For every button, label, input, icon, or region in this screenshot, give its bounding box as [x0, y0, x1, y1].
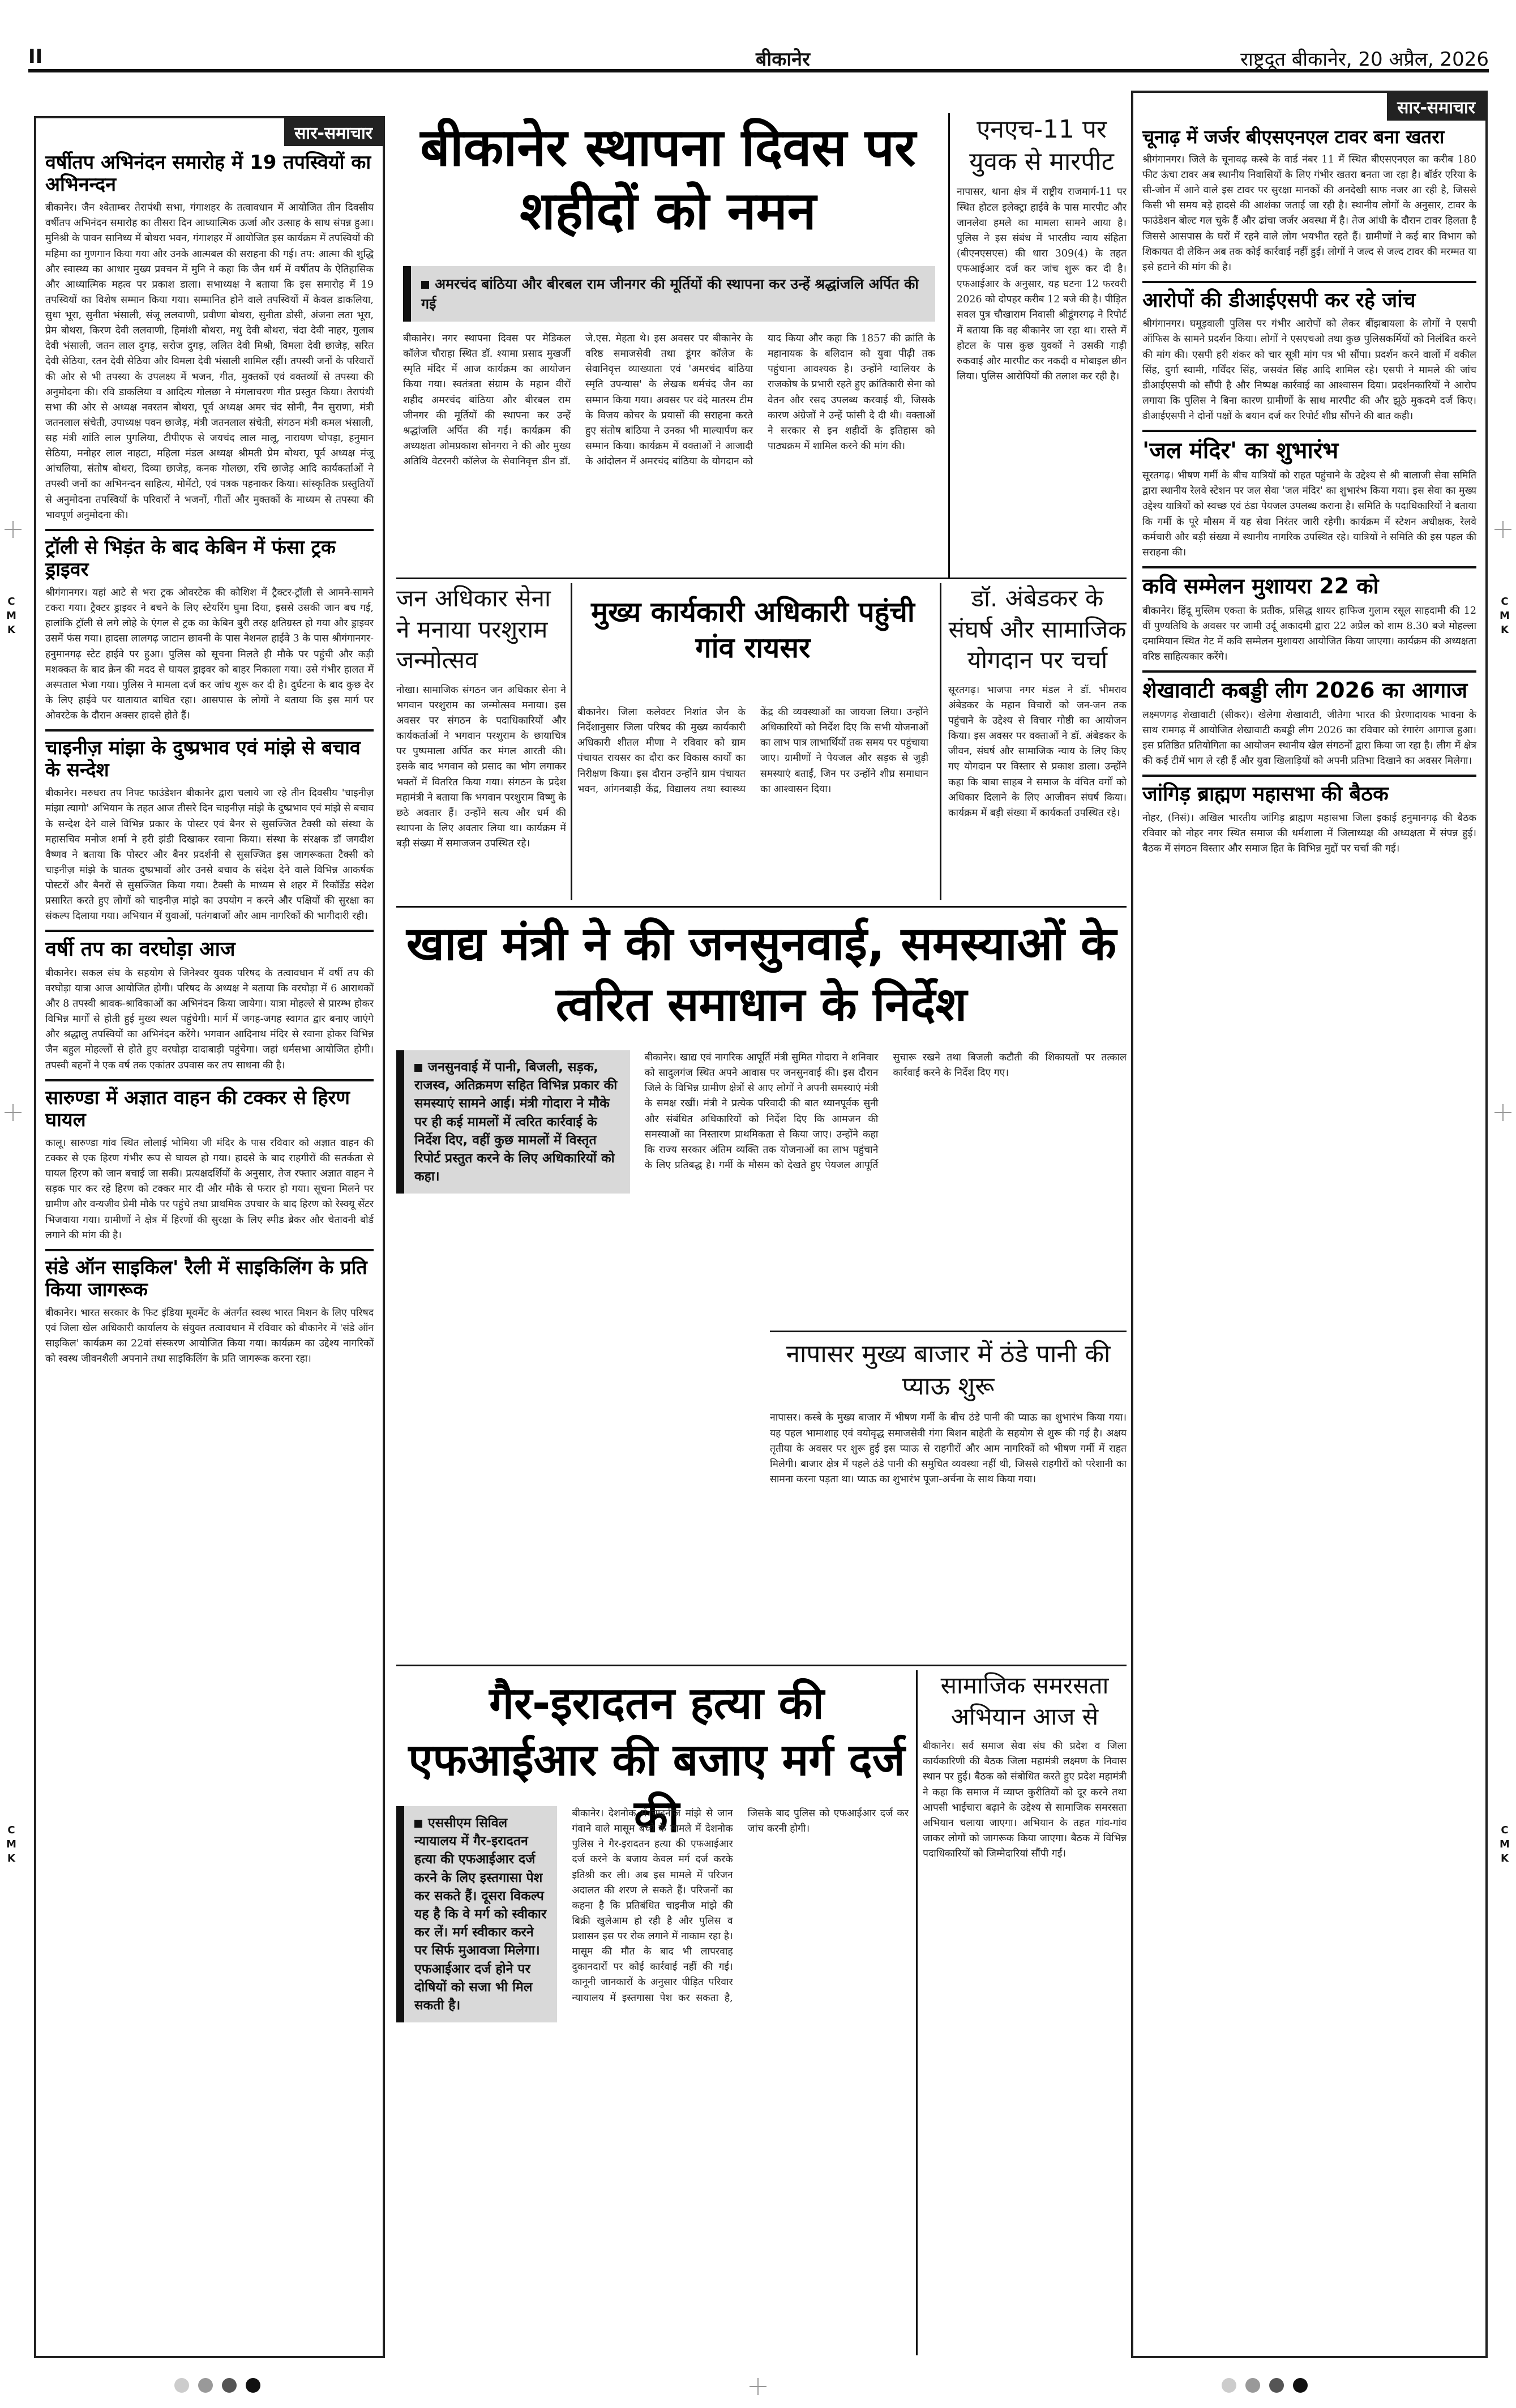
story-headline: 'जल मंदिर' का शुभारंभ: [1142, 438, 1339, 464]
story-body: बीकानेर। देशनोक में चाइनीज मांझे से जान गंवाने वाले मासूम बच्चे के मामले में देशनोक पुलिस ने गैर-इरादतन हत्या की एफआईआर दर्ज करने के बजाय केवल मर्ग दर्ज करके इतिश्री कर ली। अब इस मामले में परिजन अदालत की शरण ले सकते हैं। परिजनों का कहना है कि प्रतिबंधित चाइनीज मांझे की बिक्री खुलेआम हो रही है और पुलिस व प्रशासन इस पर रोक लगाने में नाकाम रहा है। मासूम की मौत के बाद भी लापरवाह दुकानदारों पर कोई कार्रवाई नहीं की गई। कानूनी जानकारों के अनुसार पीड़ित परिवार न्यायालय में इस्तगासा पेश कर सकता है, जिसके बाद पुलिस को एफआईआर दर्ज कर जांच करनी होगी।: [572, 1808, 909, 2004]
registration-mark: [5, 1104, 22, 1121]
story-headline: सारुण्डा में अज्ञात वाहन की टक्कर से हिरण घायल: [45, 1086, 350, 1131]
story-headline: शेखावाटी कबड्डी लीग 2026 का आगाज: [1142, 678, 1468, 703]
story-body: बीकानेर। हिंदू मुस्लिम एकता के प्रतीक, प्रसिद्ध शायर हाफिज गुलाम रसूल साहदामी की 12 वीं पुण्यतिथि के अवसर पर जामी उर्दू अकादमी द्वारा 22 अप्रैल को शाम 8.30 बजे मोहल्ला दमामियान स्थित गेट में कवि सम्मेलन मुशायरा आयोजित किया जाएगा। कार्यक्रम की अध्यक्षता वरिष्ठ साहित्यकार करेंगे।: [1142, 605, 1476, 663]
story-headline: नापासर मुख्य बाजार में ठंडे पानी की प्याऊ शुरू: [786, 1340, 1111, 1401]
ambedkar-story: [948, 583, 1127, 900]
color-dot: [174, 2378, 189, 2393]
divider: [396, 1665, 1127, 1666]
section-tag: सार-समाचार: [284, 118, 383, 146]
story-body: सूरतगढ़। भीषण गर्मी के बीच यात्रियों को राहत पहुंचाने के उद्देश्य से श्री बालाजी सेवा समिति द्वारा स्थानीय रेलवे स्टेशन पर जल सेवा 'जल मंदिर' का शुभारंभ किया गया। इस सेवा का मुख्य उद्देश्य यात्रियों को स्वच्छ एवं ठंडा पेयजल उपलब्ध कराना है। समिति के पदाधिकारियों ने बताया कि गर्मी के पूरे मौसम में यह सेवा निरंतर जारी रहेगी। कार्यक्रम में स्टेशन अधीक्षक, रेलवे कर्मचारी और बड़ी संख्या में स्थानीय नागरिक उपस्थित रहे। यात्रियों ने समिति की इस पहल की सराहना की।: [1142, 470, 1476, 558]
story-body: बीकानेर। जिला कलेक्टर निशांत जैन के निर्देशानुसार जिला परिषद की मुख्य कार्यकारी अधिकारी शीतल मीणा ने रविवार को ग्राम पंचायत रायसर का दौरा कर विकास कार्यों का निरीक्षण किया। इस दौरान उन्होंने ग्राम पंचायत भवन, आंगनबाड़ी केंद्र, विद्यालय तथा स्वास्थ्य केंद्र की व्यवस्थाओं का जायजा लिया। उन्होंने अधिकारियों को निर्देश दिए कि सभी योजनाओं का लाभ पात्र लाभार्थियों तक समय पर पहुंचाया जाए। ग्रामीणों ने पेयजल और सड़क से जुड़ी समस्याएं बताईं, जिन पर उन्होंने शीघ्र समाधान का आश्वासन दिया।: [577, 707, 928, 795]
story-body: बीकानेर। भारत सरकार के फिट इंडिया मूवमेंट के अंतर्गत स्वस्थ भारत मिशन के लिए परिषद एवं जिला खेल अधिकारी कार्यालय के संयुक्त तत्वावधान में रविवार को बीकानेर में 'संडे ऑन साइकिल' कार्यक्रम का 22वां संस्करण आयोजित किया गया। कार्यक्रम का उद्देश्य नागरिकों को स्वस्थ जीवनशैली अपनाने तथा साइकिलिंग के प्रति जागरूक करना रहा।: [45, 1307, 374, 1365]
color-dot: [1245, 2378, 1260, 2393]
story-headline: संडे ऑन साइकिल' रैली में साइकिलिंग के प्रति किया जागरूक: [45, 1256, 367, 1301]
story-headline: आरोपों की डीआईएसपी कर रहे जांच: [1142, 288, 1416, 312]
story-headline: मुख्य कार्यकारी अधिकारी पहुंची गांव रायसर: [591, 596, 915, 664]
divider: [1142, 566, 1476, 568]
minister-story-body: [396, 1050, 1127, 1345]
color-bar-left: [170, 2378, 265, 2395]
story-body: नापासर। कस्बे के मुख्य बाजार में भीषण गर्मी के बीच ठंडे पानी की प्याऊ का शुभारंभ किया गया। यह पहल भामाशाह एवं वयोवृद्ध समाजसेवी गंगा बिशन बाहेती के सहयोग से शुरू की गई है। अक्षय तृतीया के अवसर पर शुरू हुई इस प्याऊ से राहगीरों और आम नागरिकों को भीषण गर्मी में राहत मिलेगी। बाजार क्षेत्र में पहले ठंडे पानी की समुचित व्यवस्था नहीं थी, जिससे राहगीरों को परेशानी का सामना करना पड़ता था। प्याऊ का शुभारंभ पूजा-अर्चना के साथ किया गया।: [770, 1412, 1127, 1485]
divider: [571, 583, 572, 900]
divider: [396, 906, 1127, 908]
divider: [45, 729, 374, 732]
divider: [916, 1670, 918, 2355]
story-body: बीकानेर। मरुधरा तप निफ्ट फाउंडेशन बीकानेर द्वारा चलाये जा रहे तीन दिवसीय 'चाइनीज़ मांझा त्यागो' अभियान के तहत आज तीसरे दिन चाइनीज़ मांझे के दुष्प्रभाव एवं मांझे से बचाव के सन्देश देने वाले विभिन्न प्रकार के पोस्टर एवं बैनर से सुसज्जित टैक्सी को संस्था के महासचिव मनोज शर्मा ने हरी झंडी दिखाकर रवाना किया। संस्था के संरक्षक डॉ जगदीश वैष्णव ने बताया कि पोस्टर और बैनर प्रदर्शनी से सुसज्जित इस जागरूकता टैक्सी को चाइनीज़ मांझे के घातक दुष्प्रभावों और उनसे बचाव के संदेश देने वाले विभिन्न आकर्षक पोस्टरों और बैनरों से सुसज्जित किया गया। टैक्सी के माध्यम से शहर में रिकॉर्डेड संदेश प्रसारित करते हुए लोगों को चाइनीज़ मांझे का उपयोग न करने और पक्षियों की सुरक्षा का संकल्प दिलाया गया। अभियान में युवाओं, पतंगबाजों और आम नागरिकों की भागीदारी रही।: [45, 788, 374, 922]
bullet-icon: [421, 281, 429, 289]
divider: [948, 113, 950, 578]
story-headline: वर्षीतप अभिनंदन समारोह में 19 तपस्वियों का अभिनन्दन: [45, 151, 371, 196]
page-header: [28, 44, 1489, 72]
story-body: श्रीगंगानगर। जिले के चूनावढ़ कस्बे के वार्ड नंबर 11 में स्थित बीएसएनएल का करीब 180 फीट ऊंचा टावर अब स्थानीय निवासियों के लिए गंभीर खतरा बनता जा रहा है। बॉर्डर एरिया के सी-जोन में आने वाले इस टावर पर सुरक्षा मानकों की अनदेखी साफ नजर आ रही है, जिससे किसी भी समय बड़े हादसे की आशंका जताई जा रही है। स्थानीय लोगों के अनुसार, टावर के फाउंडेशन बोल्ट गल चुके हैं और ढांचा जर्जर अवस्था में है। तेज आंधी के दौरान टावर हिलता है जिससे आसपास के घरों में रहने वाले लोग भयभीत रहते हैं। ग्रामीणों ने कई बार विभाग को शिकायत दी लेकिन अब तक कोई कार्रवाई नहीं हुई। लोगों ने जल्द से जल्द टावर की मरम्मत या इसे हटाने की मांग की है।: [1142, 153, 1477, 273]
divider: [45, 1249, 374, 1251]
bullet-icon: [414, 1820, 422, 1828]
color-bar-right: [1217, 2378, 1312, 2395]
story-body: बीकानेर। खाद्य एवं नागरिक आपूर्ति मंत्री सुमित गोदारा ने शनिवार को सादुलगंज स्थित अपने आवास पर जनसुनवाई की। इस दौरान जिले के विभिन्न ग्रामीण क्षेत्रों से आए लोगों ने अपनी समस्याएं मंत्री के समक्ष रखीं। मंत्री ने प्रत्येक परिवादी की बात ध्यानपूर्वक सुनी और संबंधित अधिकारियों को निर्देश दिए कि आमजन की समस्याओं का निस्तारण प्राथमिकता से किया जाए। उन्होंने कहा कि राज्य सरकार अंतिम व्यक्ति तक योजनाओं का लाभ पहुंचाने के लिए प्रतिबद्ध है। गर्मी के मौसम को देखते हुए पेयजल आपूर्ति सुचारू रखने तथा बिजली कटौती की शिकायतों पर तत्काल कार्रवाई करने के निर्देश दिए गए।: [644, 1052, 1127, 1171]
cmk-mark: C M K: [1500, 1824, 1510, 1865]
second-headline: खाद्य मंत्री ने की जनसुनवाई, समस्याओं के त्वरित समाधान के निर्देश: [406, 917, 1116, 1032]
page-number: II: [28, 45, 43, 68]
pull-quote: जनसुनवाई में पानी, बिजली, सड़क, राजस्व, अतिक्रमण सहित विभिन्न प्रकार की समस्याएं सामने आई। मंत्री गोदारा ने मौके पर ही कई मामलों में त्वरित कार्रवाई के निर्देश दिए, वहीं कुछ मामलों में विस्तृत रिपोर्ट प्रस्तुत करने के लिए अधिकारियों को कहा।: [396, 1050, 630, 1194]
registration-mark: [1494, 521, 1511, 538]
color-dot: [246, 2378, 260, 2393]
story-headline: जांगिड़ ब्राह्मण महासभा की बैठक: [1142, 782, 1389, 806]
lead-story-body: [403, 331, 935, 569]
story-body: कालू। सारुण्डा गांव स्थित लोलाई भोमिया जी मंदिर के पास रविवार को अज्ञात वाहन की टक्कर से एक हिरण गंभीर रूप से घायल हो गया। हादसे के बाद राहगीरों की सतर्कता से घायल हिरण को जान बचाई जा सकी। प्रत्यक्षदर्शियों के अनुसार, तेज रफ्तार अज्ञात वाहन ने सड़क पार कर रहे हिरण को टक्कर मार दी और मौके से फरार हो गया। सूचना मिलने पर ग्रामीण और वन्यजीव प्रेमी मौके पर पहुंचे तथा प्राथमिक उपचार के बाद हिरण को रेस्क्यू सेंटर भिजवाया गया। ग्रामीणों ने क्षेत्र में हिरणों की सुरक्षा के लिए स्पीड ब्रेकर और चेतावनी बोर्ड लगाने की मांग की है।: [45, 1137, 374, 1241]
story-headline: चाइनीज़ मांझा के दुष्प्रभाव एवं मांझे से बचाव के सन्देश: [45, 737, 361, 782]
divider: [45, 930, 374, 932]
story-headline: वर्षी तप का वरघोड़ा आज: [45, 938, 235, 961]
color-dot: [1293, 2378, 1308, 2393]
story-headline: सामाजिक समरसता अभियान आज से: [940, 1671, 1109, 1730]
section-tag: सार-समाचार: [1387, 93, 1485, 121]
third-headline: गैर-इरादतन हत्या की एफआईआर की बजाए मर्ग दर्ज की: [408, 1678, 905, 1842]
story-body: बीकानेर। सर्व समाज सेवा संघ की प्रदेश व जिला कार्यकारिणी की बैठक जिला महामंत्री लक्ष्मण के निवास स्थान पर हुई। बैठक को संबोधित करते हुए प्रदेश महामंत्री ने कहा कि समाज में व्याप्त कुरीतियों को दूर करने तथा आपसी भाईचारा बढ़ाने के उद्देश्य से सामाजिक समरसता अभियान चलाया जाएगा। अभियान के तहत गांव-गांव जाकर लोगों को जागरूक किया जाएगा। बैठक में विभिन्न पदाधिकारियों को जिम्मेदारियां सौंपी गईं।: [923, 1740, 1127, 1860]
story-headline: ट्रॉली से भिड़ंत के बाद केबिन में फंसा ट्रक ड्राइवर: [45, 536, 336, 581]
color-dot: [198, 2378, 213, 2393]
divider: [396, 578, 1127, 579]
pull-quote: अमरचंद बांठिया और बीरबल राम जीनगर की मूर्तियों की स्थापना कर उन्हें श्रद्धांजलि अर्पित की गई: [403, 266, 935, 322]
cmk-mark: C M K: [6, 596, 16, 636]
story-body: सूरतगढ़। भाजपा नगर मंडल ने डॉ. भीमराव अंबेडकर के महान विचारों को जन-जन तक पहुंचाने के उद्देश्य से विचार गोष्ठी का आयोजन किया। इस अवसर पर वक्ताओं ने डॉ. अंबेडकर के जीवन, संघर्ष और सामाजिक न्याय के लिए किए गए योगदान पर विस्तार से प्रकाश डाला। उन्होंने कहा कि बाबा साहब ने समाज के वंचित वर्गों को अधिकार दिलाने के लिए आजीवन संघर्ष किया। कार्यक्रम में बड़ी संख्या में कार्यकर्ता उपस्थित रहे।: [948, 684, 1127, 819]
story-body: नापासर, थाना क्षेत्र में राष्ट्रीय राजमार्ग-11 पर स्थित होटल इलेक्ट्रा हाईवे के पास मारपीट और जानलेवा हमले का मामला सामने आया है। पुलिस ने इस संबंध में भारतीय न्याय संहिता (बीएनएसएस) की धारा 309(4) के तहत एफआईआर दर्ज कर जांच शुरू कर दी है। एफआईआर के अनुसार, यह घटना 12 फरवरी 2026 को दोपहर करीब 12 बजे की है। पीड़ित सवल पुत्र चौखाराम निवासी श्रीडूंगरगढ़ ने रिपोर्ट में बताया कि वह बीकानेर जा रहा था। रास्ते में होटल के पास कुछ युवकों ने उसकी गाड़ी रुकवाई और मारपीट कर नकदी व मोबाइल छीन लिया। पुलिस आरोपियों की तलाश कर रही है।: [957, 186, 1127, 382]
ceo-story-body: [577, 705, 928, 897]
piyau-story: [770, 1331, 1127, 1659]
section-city: बीकानेर: [756, 48, 810, 71]
jan-adhikar-story: [396, 583, 566, 900]
story-headline: चूनाढ़ में जर्जर बीएसएनएल टावर बना खतरा: [1142, 126, 1445, 148]
nh11-story: [957, 113, 1127, 578]
bullet-icon: [414, 1064, 422, 1072]
story-body: बीकानेर। नगर स्थापना दिवस पर मेडिकल कॉलेज चौराहा स्थित डॉ. श्यामा प्रसाद मुखर्जी स्मृति मंदिर में आज कार्यक्रम का आयोजन किया गया। स्वतंत्रता संग्राम के महान वीरों शहीद अमरचंद बांठिया और बीरबल राम जीनगर की मूर्तियों की स्थापना कर उन्हें श्रद्धांजलि अर्पित की गई। कार्यक्रम की अध्यक्षता ओमप्रकाश सोनगरा ने की और मुख्य अतिथि वेटरनरी कॉलेज के सेवानिवृत्त डीन डॉ. जे.एस. मेहता थे। इस अवसर पर बीकानेर के वरिष्ठ समाजसेवी तथा डूंगर कॉलेज के सेवानिवृत्त व्याख्याता एवं 'अमरचंद बांठिया स्मृति उपन्यास' के लेखक धर्मचंद जैन का सम्मान किया गया। अवसर पर वंदे मातरम टीम के विजय कोचर के प्रयासों की सराहना करते हुए संतोष बांठिया ने उनका भी माल्यार्पण कर सम्मान किया। कार्यक्रम में वक्ताओं ने आजादी के आंदोलन में अमरचंद बांठिया के योगदान को याद किया और कहा कि 1857 की क्रांति के महानायक के बलिदान को युवा पीढ़ी तक पहुंचाना आवश्यक है। उन्होंने ग्वालियर के राजकोष के प्रभारी रहते हुए क्रांतिकारी सेना को वेतन और रसद उपलब्ध करवाई थी, जिसके कारण अंग्रेजों ने उन्हें फांसी दे दी थी। वक्ताओं ने सरकार से इन शहीदों के इतिहास को पाठ्यक्रम में शामिल करने की मांग की।: [403, 333, 935, 467]
story-headline: एनएच-11 पर युवक से मारपीट: [969, 115, 1114, 177]
divider: [940, 583, 941, 900]
color-dot: [1269, 2378, 1284, 2393]
divider: [45, 1079, 374, 1081]
story-body: बीकानेर। जैन श्वेताम्बर तेरापंथी सभा, गंगाशहर के तत्वावधान में आयोजित तीन दिवसीय वर्षीतप अभिनंदन समारोह का तीसरा दिन आध्यात्मिक ऊर्जा और उत्साह के साथ संपन्न हुआ। मुनिश्री के पावन सानिध्य में बोथरा भवन, गंगाशहर में आयोजित इस कार्यक्रम में तपस्वियों की महिमा का गुणगान किया गया और उनके आत्मबल की सराहना की गई। तप: आत्मा की शुद्धि और स्वास्थ्य का आधार मुख्य प्रवचन में मुनि ने कहा कि जैन धर्म में वर्षीतप के ऐतिहासिक और आध्यात्मिक महत्व पर प्रकाश डाला। सभाध्यक्ष ने बताया कि इस समारोह में 19 तपस्वियों का विशेष सम्मान किया गया। सम्मानित होने वाले तपस्वियों में केवल डाकलिया, सुधा भूरा, सुनीता भंसाली, संजू ललवाणी, प्रवीणा बोथरा, सुनीता डोसी, अंजना लता भूरा, प्रेम बोथरा, किरण देवी ललवाणी, हिमांशी बोथरा, मधु देवी बोथरा, चंदा देवी नाहर, गुलाब देवी भंसाली, जतन लाल दुगड़, सरोज दुगड़, ललित देवी मिश्री, विमला देवी छाजेड़, सरित देवी सेठिया, रतन देवी सेठिया और विमला देवी भंसाली शामिल रहीं। तपस्वी जनों के परिवारों की ओर से भी तपस्या के उपलक्ष्य में भजन, गीत, मुक्तकों एवं वक्तव्यों से तपस्या की अनुमोदना की। रवि डाकलिया व आदित्य गोलछा ने मंगलाचरण गीत प्रस्तुत किया। तेरापंथी सभा की ओर से अध्यक्ष नवरतन बोथरा, पूर्व अध्यक्ष अमर चंद सोनी, नैन सुराणा, मंत्री जतनलाल संचेती, उपाध्यक्ष पवन छाजेड़, मंत्री जतनलाल संचेती, संगठन मंत्री कमल भंसाली, सह मंत्री शांति लाल पुगलिया, टीपीएफ से जयचंद लाल मालू, नारायण चोपड़ा, हनुमान सेठिया, मनोहर लाल नाहटा, महिला मंडल अध्यक्ष श्रीमती प्रेम बोथरा, पूर्व अध्यक्ष मंजू आंचलिया, संतोष बोथरा, दिव्या छाजेड़, कनक गोलछा, रचि छाजेड़ आदि कार्यकर्ताओं ने तपस्वी जनों का अभिनन्दन साहित्य, मोमेंटो, एवं पत्रक पहनाकर किया। सांस्कृतिक प्रस्तुतियों से अनुमोदना तपस्वियों के परिवारों ने भजनों, गीतों और मुक्तकों के माध्यम से तपस्या की भावपूर्ण अनुमोदना की।: [45, 202, 374, 521]
spacer: [345, 583, 346, 584]
divider: [45, 529, 374, 531]
samrasta-story: [923, 1670, 1127, 2355]
left-sidebar-column: [34, 116, 385, 2358]
color-dot: [1222, 2378, 1236, 2393]
pull-quote: एससीएम सिविल न्यायालय में गैर-इरादतन हत्या की एफआईआर दर्ज करने के लिए इस्तगासा पेश कर सकते हैं। दूसरा विकल्प यह है कि वे मर्ग को स्वीकार कर लें। मर्ग स्वीकार करने पर सिर्फ मुआवजा मिलेगा। एफआईआर दर्ज होने पर दोषियों को सजा भी मिल सकती है।: [396, 1806, 557, 2022]
fir-story-body: [396, 1806, 909, 2355]
lead-headline: बीकानेर स्थापना दिवस पर शहीदों को नमन: [420, 117, 916, 242]
registration-mark: [5, 521, 22, 538]
color-dot: [222, 2378, 237, 2393]
cmk-mark: C M K: [6, 1824, 16, 1865]
story-body: लक्ष्मणगढ़ शेखावाटी (सीकर)। खेलेगा शेखावाटी, जीतेगा भारत की प्रेरणादायक भावना के साथ रामगढ़ में आयोजित शेखावाटी कबड्डी लीग 2026 का रविवार को रंगारंग आगाज हुआ। इस प्रतिष्ठित प्रतियोगिता का आयोजन स्थानीय खेल संगठनों द्वारा किया जा रहा है। लीग में क्षेत्र की कई टीमें भाग ले रही हैं और युवा खिलाड़ियों को अपनी प्रतिभा दिखाने का अवसर मिलेगा।: [1142, 709, 1476, 767]
divider: [1142, 430, 1476, 432]
story-headline: जन अधिकार सेना ने मनाया परशुराम जन्मोत्सव: [396, 584, 551, 674]
divider: [1142, 775, 1476, 777]
story-headline: डॉ. अंबेडकर के संघर्ष और सामाजिक योगदान पर चर्चा: [948, 584, 1127, 674]
right-sidebar-column: [1131, 91, 1488, 2358]
story-body: नोहर, (निसं)। अखिल भारतीय जांगिड़ ब्राह्मण महासभा जिला इकाई हनुमानगढ़ की बैठक रविवार को नोहर नगर स्थित समाज की धर्मशाला में जिलाध्यक्ष की अध्यक्षता में संपन्न हुई। बैठक में संगठन विस्तार और समाज हित के विभिन्न मुद्दों पर चर्चा की गई।: [1142, 812, 1476, 854]
story-body: बीकानेर। सकल संघ के सहयोग से जिनेश्वर युवक परिषद के तत्वावधान में वर्षी तप की वरघोड़ा यात्रा आज आयोजित होगी। परिषद के अध्यक्ष ने बताया कि वरघोड़ा में 6 आराधकों और 8 तपस्वी श्रावक-श्राविकाओं का अभिनंदन किया जायेगा। यात्रा मोहल्ले से प्रारम्भ होकर विभिन्न मार्गों से होती हुई मुख्य स्थल पहुंचेगी। मार्ग में जगह-जगह स्वागत द्वार बनाए जाएंगे और श्रद्धालु तपस्वियों का अभिनंदन करेंगे। भगवान आदिनाथ मंदिर से रवाना होकर विभिन्न जैन बहुल मोहल्लों से होते हुए वरघोड़ा दादाबाड़ी पहुंचेगा। जहां धर्मसभा आयोजित होगी। तपस्वी बहनों ने एक वर्ष तक एकांतर उपवास कर तप साधना की है।: [45, 967, 374, 1071]
registration-mark: [1494, 1104, 1511, 1121]
cmk-mark: C M K: [1500, 596, 1510, 636]
divider: [1142, 281, 1476, 283]
story-body: श्रीगंगानगर। घमूड़वाली पुलिस पर गंभीर आरोपों को लेकर बींझबायला के लोगों ने एसपी ऑफिस के सामने प्रदर्शन किया। लोगों ने एसएचओ तथा कुछ पुलिसकर्मियों को निलंबित करने की मांग की। एसपी हरी शंकर को चार सूत्री मांग पत्र भी सौंपा। प्रदर्शन करने वालों में वकील सिंह, दुर्गा स्वामी, गर्विंदर सिंह, जसवंत सिंह आदि शामिल रहे। एसपी ने मामले की जांच डीआईएसपी को सौंपी है और निष्पक्ष कार्रवाई का आश्वासन दिया। प्रदर्शनकारियों ने आरोप लगाया कि पुलिस ने बिना कारण ग्रामीणों के साथ मारपीट की और झूठे मुकदमे दर्ज किए। डीआईएसपी ने दोनों पक्षों के बयान दर्ज कर रिपोर्ट शीघ्र सौंपने की बात कही।: [1142, 318, 1476, 422]
divider: [1142, 670, 1476, 673]
story-headline: कवि सम्मेलन मुशायरा 22 को: [1142, 573, 1379, 598]
story-body: नोखा। सामाजिक संगठन जन अधिकार सेना ने भगवान परशुराम का जन्मोत्सव मनाया। इस अवसर पर संगठन के पदाधिकारियों और कार्यकर्ताओं ने भगवान परशुराम के छायाचित्र पर पुष्पमाला अर्पित कर मंगल आरती की। इसके बाद भगवान को प्रसाद का भोग लगाकर भक्तों में वितरित किया गया। संगठन के प्रदेश महामंत्री ने बताया कि भगवान परशुराम विष्णु के छठे अवतार हैं। उन्होंने सत्य और धर्म की स्थापना के लिए अवतार लिया था। कार्यक्रम में बड़ी संख्या में समाजजन उपस्थित रहे।: [396, 684, 566, 850]
story-body: श्रीगंगानगर। यहां आटे से भरा ट्रक ओवरटेक की कोशिश में ट्रैक्टर-ट्रॉली से आमने-सामने टकरा गया। ट्रैक्टर ड्राइवर ने बचने के लिए स्टेयरिंग घुमा दिया, इससे उसकी जान बच गई, हालांकि ट्रॉली से लगे लोहे के एंगल से ट्रक का केबिन बुरी तरह क्षतिग्रस्त हो गया और ड्राइवर उसमें फंस गया। हादसा लालगढ़ जाटान छावनी के पास नेशनल हाईवे 3 के पास श्रीगंगानगर-हनुमानगढ़ स्टेट हाईवे पर हुआ। पुलिस को सूचना मिलते ही मौके पर पहुंची और कड़ी मशक्कत के बाद क्रेन की मदद से घायल ड्राइवर को बाहर निकाला गया। उसे गंभीर हालत में अस्पताल भेजा गया। पुलिस ने मामला दर्ज कर जांच शुरू कर दी है। दुर्घटना के बाद कुछ देर के लिए हाईवे पर यातायात बाधित रहा। आसपास के लोगों ने बताया कि इस मार्ग पर ओवरटेक के दौरान अक्सर हादसे होते हैं।: [45, 587, 374, 721]
registration-mark: [750, 2378, 766, 2395]
date-line: राष्ट्रदूत बीकानेर, 20 अप्रैल, 2026: [1240, 48, 1489, 71]
